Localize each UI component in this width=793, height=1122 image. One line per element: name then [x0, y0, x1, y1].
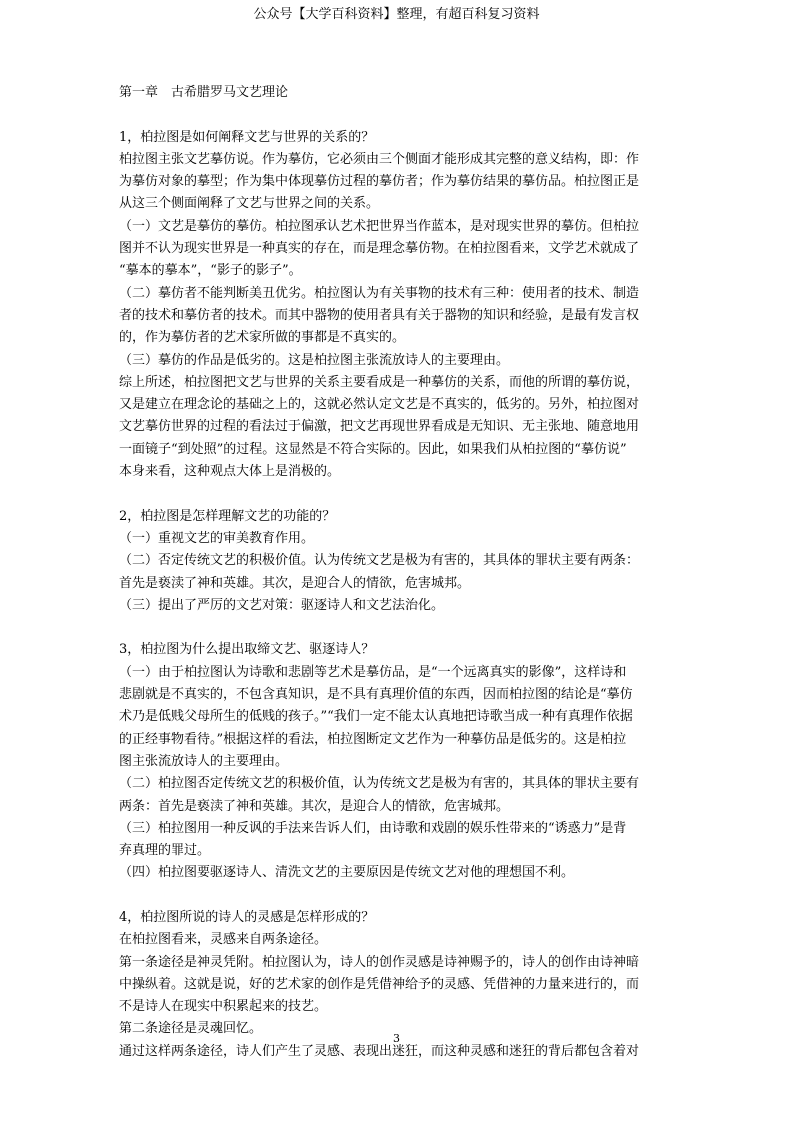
paragraph-line: 从这三个侧面阐释了文艺与世界之间的关系。: [119, 196, 380, 212]
paragraph-line: （三）摹仿的作品是低劣的。这是柏拉图主张流放诗人的主要理由。: [119, 352, 510, 368]
paragraph-line: 两条：首先是亵渎了神和英雄。其次，是迎合人的情欲，危害城邦。: [119, 798, 510, 814]
page-header: 公众号【大学百科资料】整理，有超百科复习资料: [253, 7, 540, 22]
paragraph-line: 文艺摹仿世界的过程的看法过于偏激，把文艺再现世界看成是无知识、无主张地、随意地用: [119, 419, 640, 435]
paragraph-line: 通过这样两条途径，诗人们产生了灵感、表现出迷狂，而这种灵感和迷狂的背后都包含着对: [119, 1043, 640, 1059]
paragraph-line: 一面镜子“到处照”的过程。这显然是不符合实际的。因此，如果我们从柏拉图的“摹仿说”: [119, 441, 627, 457]
question-4: 4，柏拉图所说的诗人的灵感是怎样形成的？: [119, 909, 375, 925]
paragraph-line: 为摹仿对象的摹型；作为集中体现摹仿过程的摹仿者；作为摹仿结果的摹仿品。柏拉图正是: [119, 174, 640, 190]
paragraph-line: （二）柏拉图否定传统文艺的积极价值，认为传统文艺是极为有害的，其具体的罪状主要有: [119, 776, 640, 792]
paragraph-line: 综上所述，柏拉图把文艺与世界的关系主要看成是一种摹仿的关系，而他的所谓的摹仿说，: [119, 374, 640, 390]
paragraph-line: （四）柏拉图要驱逐诗人、清洗文艺的主要原因是传统文艺对他的理想国不利。: [119, 865, 575, 881]
page-number: 3: [393, 1032, 400, 1045]
paragraph-line: 术乃是低贱父母所生的低贱的孩子。”“我们一定不能太认真地把诗歌当成一种有真理作依据: [119, 709, 633, 725]
paragraph-line: 首先是亵渎了神和英雄。其次，是迎合人的情欲，危害城邦。: [119, 575, 471, 591]
paragraph-line: 第二条途径是灵魂回忆。: [119, 1021, 263, 1037]
paragraph-line: （一）由于柏拉图认为诗歌和悲剧等艺术是摹仿品，是“一个远离真实的影像”，这样诗和: [119, 664, 627, 680]
paragraph-line: （二）摹仿者不能判断美丑优劣。柏拉图认为有关事物的技术有三种：使用者的技术、制造: [119, 285, 640, 301]
question-1: 1，柏拉图是如何阐释文艺与世界的关系的？: [119, 129, 375, 145]
paragraph-line: 第一条途径是神灵凭附。柏拉图认为，诗人的创作灵感是诗神赐予的，诗人的创作由诗神暗: [119, 954, 640, 970]
paragraph-line: 悲剧就是不真实的，不包含真知识，是不具有真理价值的东西，因而柏拉图的结论是“摹仿: [119, 687, 633, 703]
paragraph-line: 的，作为摹仿者的艺术家所做的事都是不真实的。: [119, 330, 406, 346]
paragraph-line: （三）提出了严厉的文艺对策：驱逐诗人和文艺法治化。: [119, 597, 445, 613]
question-2: 2，柏拉图是怎样理解文艺的功能的？: [119, 508, 336, 524]
paragraph-line: “摹本的摹本”，“影子的影子”。: [119, 263, 302, 279]
paragraph-line: （一）文艺是摹仿的摹仿。柏拉图承认艺术把世界当作蓝本，是对现实世界的摹仿。但柏拉: [119, 218, 640, 234]
paragraph-line: 不是诗人在现实中积累起来的技艺。: [119, 999, 328, 1015]
paragraph-line: （二）否定传统文艺的积极价值。认为传统文艺是极为有害的，其具体的罪状主要有两条：: [119, 553, 640, 569]
paragraph-line: 的正经事物看待。”根据这样的看法，柏拉图断定文艺作为一种摹仿品是低劣的。这是柏拉: [119, 731, 627, 747]
paragraph-line: 弃真理的罪过。: [119, 843, 211, 859]
paragraph-line: 图并不认为现实世界是一种真实的存在，而是理念摹仿物。在柏拉图看来，文学艺术就成了: [119, 241, 640, 257]
paragraph-line: 中操纵着。这就是说，好的艺术家的创作是凭借神给予的灵感、凭借神的力量来进行的，而: [119, 976, 640, 992]
question-3: 3，柏拉图为什么提出取缔文艺、驱逐诗人？: [119, 642, 375, 658]
paragraph-line: （一）重视文艺的审美教育作用。: [119, 530, 315, 546]
paragraph-line: （三）柏拉图用一种反讽的手法来告诉人们，由诗歌和戏剧的娱乐性带来的“诱惑力”是背: [119, 820, 627, 836]
paragraph-line: 者的技术和摹仿者的技术。而其中器物的使用者具有关于器物的知识和经验，是最有发言权: [119, 307, 640, 323]
paragraph-line: 在柏拉图看来，灵感来自两条途径。: [119, 932, 328, 948]
paragraph-line: 图主张流放诗人的主要理由。: [119, 753, 289, 769]
paragraph-line: 本身来看，这种观点大体上是消极的。: [119, 464, 341, 480]
paragraph-line: 柏拉图主张文艺摹仿说。作为摹仿，它必须由三个侧面才能形成其完整的意义结构，即：作: [119, 151, 640, 167]
document-body: [119, 82, 679, 1063]
paragraph-line: 又是建立在理念论的基础之上的，这就必然认定文艺是不真实的，低劣的。另外，柏拉图对: [119, 397, 640, 413]
chapter-title: 第一章 古希腊罗马文艺理论: [119, 85, 289, 100]
